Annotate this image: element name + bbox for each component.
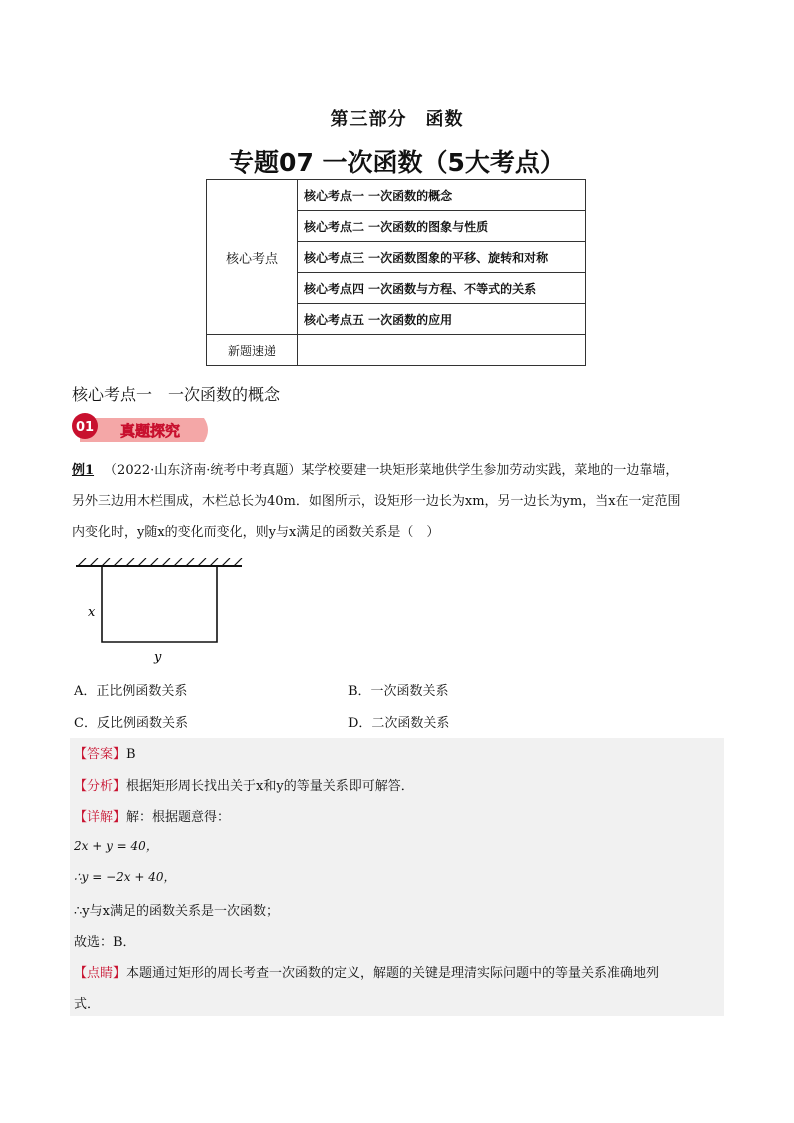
comment-text: 本题通过矩形的周长考查一次函数的定义，解题的关键是理清实际问题中的等量关系准确地列 [126, 966, 660, 981]
detail-line [74, 806, 230, 825]
analysis-text: 根据矩形周长找出关于x和y的等量关系即可解答． [126, 779, 414, 794]
equation-2: ∴y = −2x + 40， [74, 870, 176, 884]
toc-row[interactable]: 核心考点四 一次函数与方程、不等式的关系 [298, 273, 586, 304]
toc-row[interactable]: 核心考点二 一次函数的图象与性质 [298, 211, 586, 242]
answer-line [74, 743, 136, 762]
comment-line [74, 962, 659, 981]
banner-text: 真题探究 [119, 422, 181, 440]
example-line2: 另外三边用木栏围成，木栏总长为40m．如图所示，设矩形一边长为xm，另一边长为ym，当x在一定范围 [72, 494, 681, 509]
option-b[interactable]: B．一次函数关系 [348, 684, 449, 699]
example-line3: 内变化时，y随x的变化而变化，则y与x满足的函数关系是（ ） [72, 525, 440, 540]
y-label: y [154, 650, 162, 665]
part-title: 第三部分 函数 [330, 109, 464, 130]
toc-new-value [298, 335, 586, 366]
section-banner [72, 412, 212, 448]
option-a[interactable]: A．正比例函数关系 [74, 684, 188, 699]
section-heading: 核心考点一 一次函数的概念 [72, 385, 281, 404]
option-d[interactable]: D．二次函数关系 [348, 716, 450, 731]
answer-value: B [126, 747, 136, 762]
banner-number: 01 [75, 420, 95, 435]
detail-tag: 【详解】 [74, 810, 127, 825]
comment-tag: 【点睛】 [74, 966, 127, 981]
analysis-tag: 【分析】 [74, 779, 127, 794]
example-source: （2022·山东济南·统考中考真题） [104, 463, 302, 478]
equation-1: 2x + y = 40， [74, 839, 158, 853]
x-label: x [88, 605, 96, 620]
toc-row[interactable]: 核心考点三 一次函数图象的平移、旋转和对称 [298, 242, 586, 273]
comment-line-2: 式． [74, 997, 101, 1012]
example-label: 例1 [72, 463, 95, 478]
toc-row[interactable]: 核心考点一 一次函数的概念 [298, 180, 586, 211]
choice-line: 故选：B． [74, 935, 136, 950]
toc-left-label: 核心考点 [207, 180, 298, 335]
analysis-line [74, 775, 414, 794]
wall-hatching [78, 558, 242, 566]
detail-text: 解：根据题意得： [126, 810, 231, 825]
main-title: 专题07 一次函数（5大考点） [229, 148, 565, 177]
answer-tag: 【答案】 [74, 747, 127, 762]
rectangle-figure [72, 558, 247, 668]
toc-new-label: 新题速递 [207, 335, 298, 366]
example-line1: 某学校要建一块矩形菜地供学生参加劳动实践，菜地的一边靠墙， [301, 463, 679, 478]
option-c[interactable]: C．反比例函数关系 [74, 716, 188, 731]
topic-table [206, 179, 586, 366]
toc-row[interactable]: 核心考点五 一次函数的应用 [298, 304, 586, 335]
example-paragraph [72, 455, 722, 548]
conclusion-line: ∴y与x满足的函数关系是一次函数； [74, 904, 279, 919]
fence-outline [102, 566, 217, 642]
